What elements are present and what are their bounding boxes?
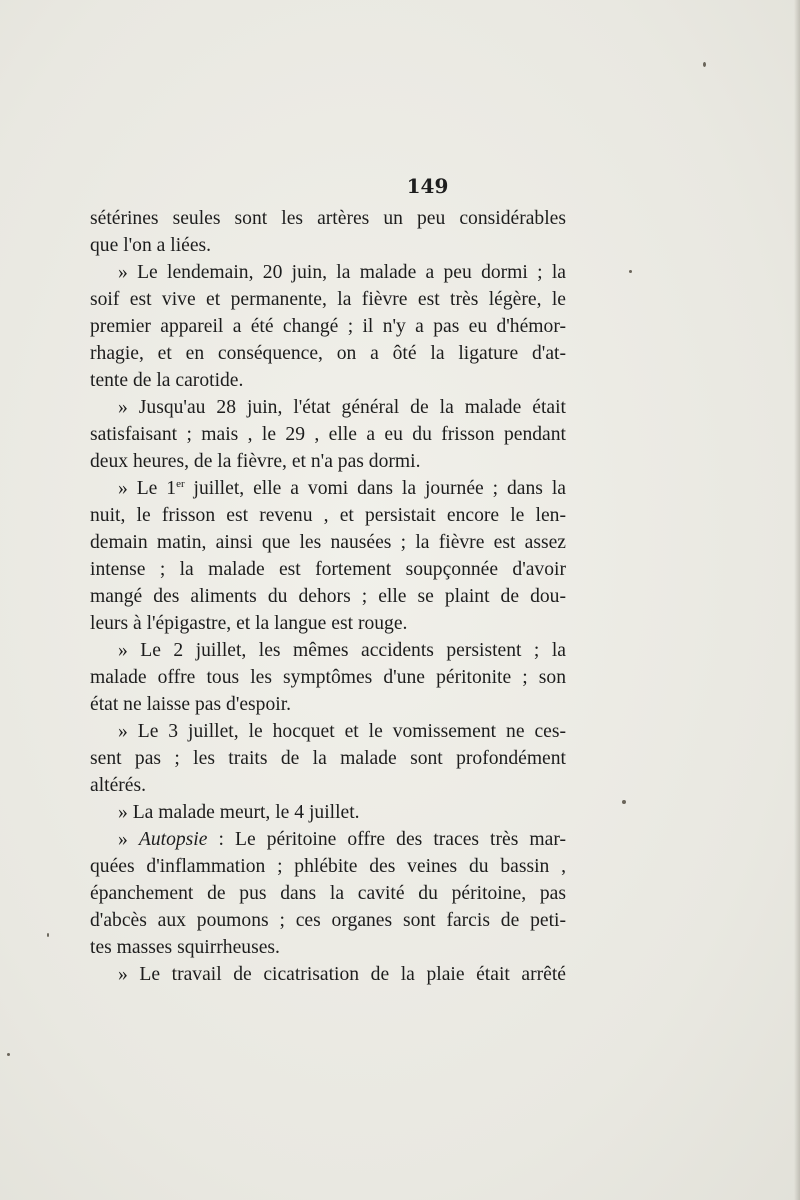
- text-line: premier appareil a été changé ; il n'y a pas eu d'hémor-: [90, 316, 566, 337]
- text-line: état ne laisse pas d'espoir.: [90, 694, 292, 715]
- text-line: » Le travail de cicatrisation de la plaie était arrêté: [118, 964, 566, 985]
- italic-heading: Autopsie: [138, 829, 208, 850]
- ordinal-superscript: er: [176, 478, 185, 490]
- text-line: » Le lendemain, 20 juin, la malade a peu dormi ; la: [118, 262, 566, 283]
- paper-speck: [47, 933, 49, 937]
- text-line: » Le 1er juillet, elle a vomi dans la journée ; dans la: [118, 478, 566, 499]
- text-line: leurs à l'épigastre, et la langue est rouge.: [90, 613, 408, 634]
- text-line: quées d'inflammation ; phlébite des veines du bassin ,: [90, 856, 566, 877]
- text-line: sétérines seules sont les artères un peu considérables: [90, 208, 566, 229]
- text-line: altérés.: [90, 775, 147, 796]
- text-line: tente de la carotide.: [90, 370, 244, 391]
- body-text: [90, 205, 566, 988]
- text-line: » Jusqu'au 28 juin, l'état général de la malade était: [118, 397, 566, 418]
- text-line: » La malade meurt, le 4 juillet.: [118, 802, 360, 823]
- text-line: épanchement de pus dans la cavité du péritoine, pas: [90, 883, 566, 904]
- text-line: demain matin, ainsi que les nausées ; la fièvre est assez: [90, 532, 566, 553]
- paper-speck: [703, 62, 706, 67]
- text-line: rhagie, et en conséquence, on a ôté la ligature d'at-: [90, 343, 566, 364]
- text-line: soif est vive et permanente, la fièvre est très légère, le: [90, 289, 566, 310]
- text-line: satisfaisant ; mais , le 29 , elle a eu du frisson pendant: [90, 424, 566, 445]
- text-line: » Le 2 juillet, les mêmes accidents persistent ; la: [118, 640, 566, 661]
- text-line: tes masses squirrheuses.: [90, 937, 280, 958]
- paper-speck: [7, 1053, 10, 1056]
- text-line: nuit, le frisson est revenu , et persistait encore le len-: [90, 505, 566, 526]
- text-line: » Autopsie : Le péritoine offre des traces très mar-: [118, 829, 566, 850]
- text-line: d'abcès aux poumons ; ces organes sont farcis de peti-: [90, 910, 566, 931]
- page-number: 149: [406, 174, 449, 198]
- text-line: deux heures, de la fièvre, et n'a pas dormi.: [90, 451, 421, 472]
- paper-speck: [629, 270, 632, 273]
- text-line: » Le 3 juillet, le hocquet et le vomissement ne ces-: [118, 721, 566, 742]
- text-line: intense ; la malade est fortement soupçonnée d'avoir: [90, 559, 566, 580]
- text-line: mangé des aliments du dehors ; elle se plaint de dou-: [90, 586, 566, 607]
- text-line: que l'on a liées.: [90, 235, 212, 256]
- text-line: malade offre tous les symptômes d'une péritonite ; son: [90, 667, 566, 688]
- paper-speck: [622, 800, 626, 804]
- text-line: sent pas ; les traits de la malade sont profondément: [90, 748, 566, 769]
